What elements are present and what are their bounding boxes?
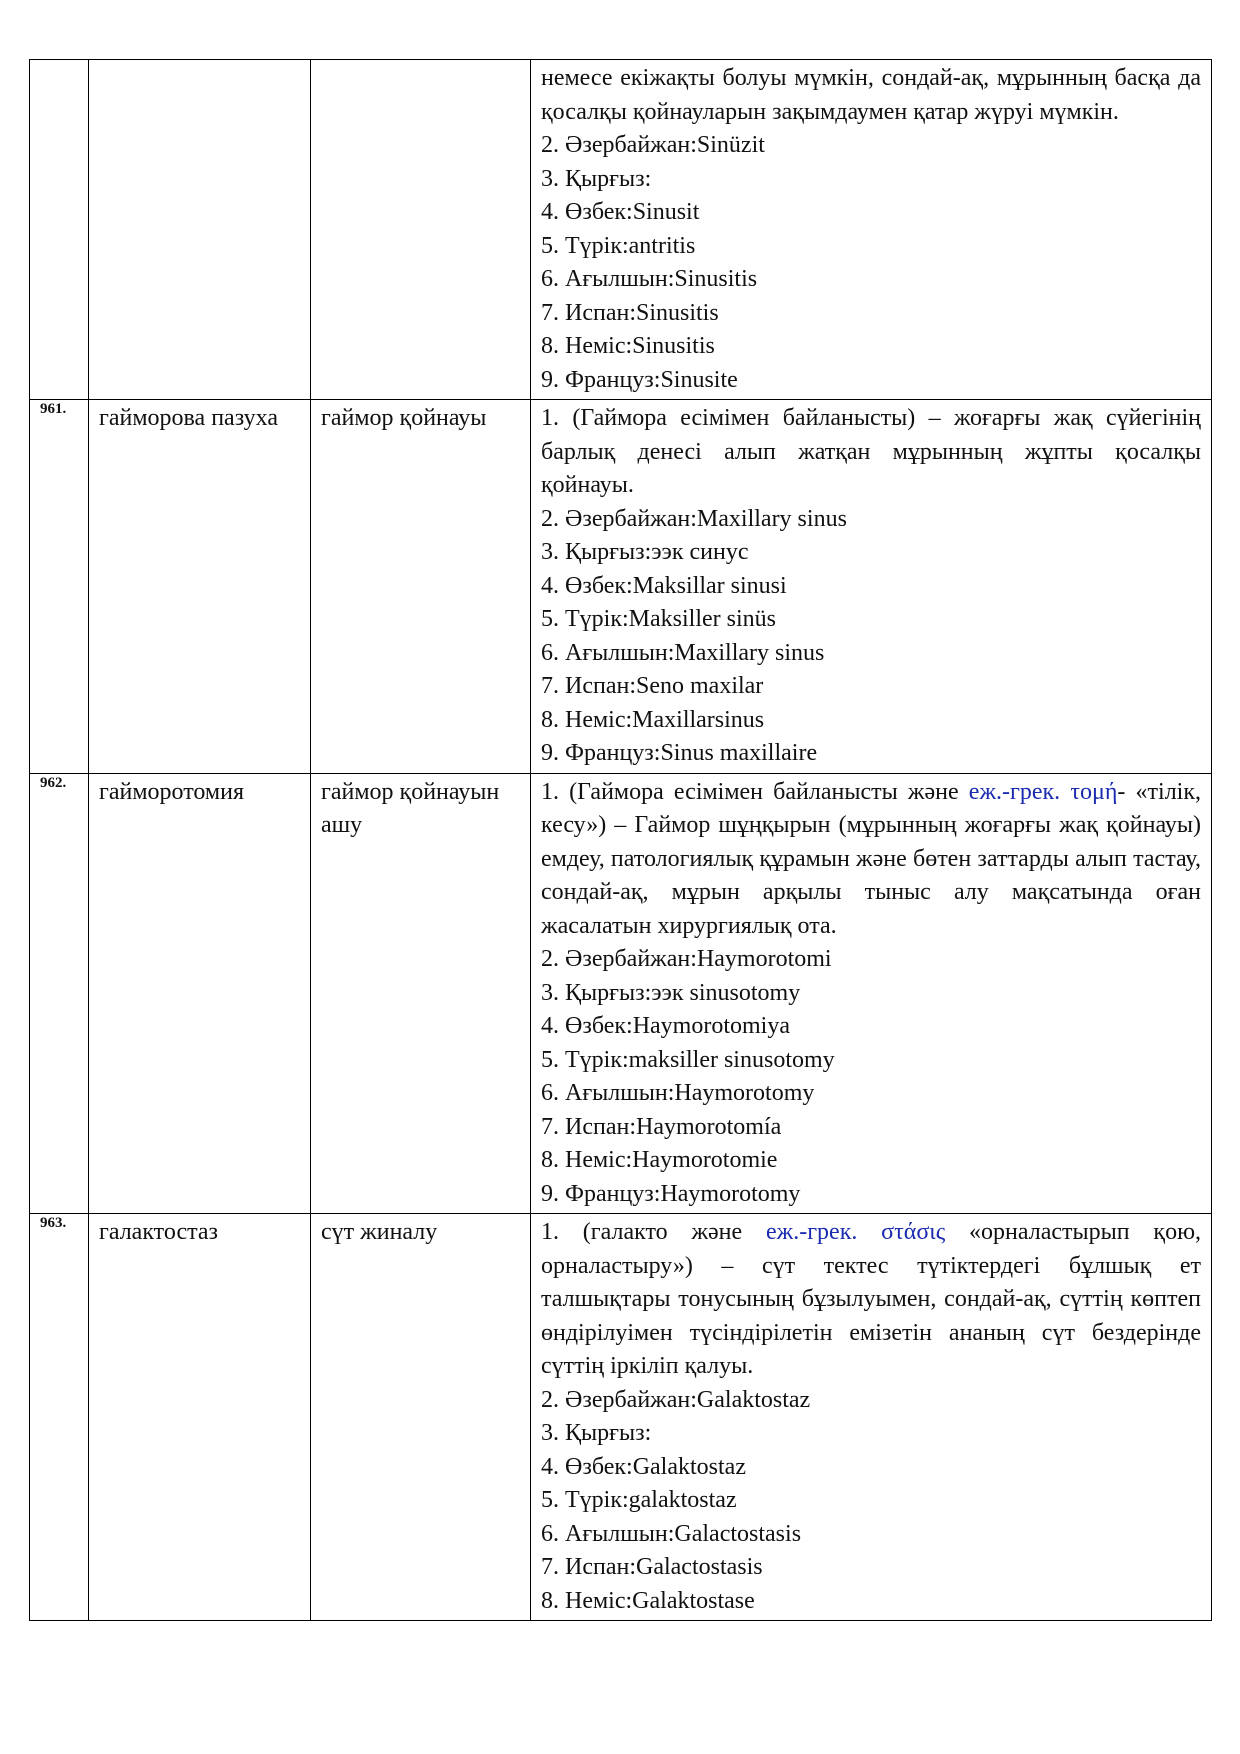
translation-line: 4. Өзбек:Galaktostaz (541, 1453, 746, 1480)
translation-line: 8. Неміс:Sinusitis (541, 333, 715, 359)
translation-line: 7. Испан:Galactostasis (541, 1554, 763, 1580)
table-row (30, 60, 1212, 400)
document-page (29, 59, 1211, 1621)
dictionary-table-body (30, 60, 1212, 1621)
translation-line: 3. Қырғыз: (541, 1420, 652, 1446)
kazakh-term: гаймор қойнауы (311, 400, 531, 774)
kazakh-term: сүт жиналу (311, 1214, 531, 1621)
translation-line: 8. Неміс:Maxillarsinus (541, 706, 765, 733)
translation-line: 3. Қырғыз:ээк sinusotomy (541, 979, 801, 1006)
translation-line: 4. Өзбек:Sinusit (541, 199, 700, 225)
russian-term (89, 60, 311, 400)
translation-line: 6. Ағылшын:Maxillary sinus (541, 639, 825, 666)
russian-term: галактостаз (89, 1214, 311, 1621)
definition-fragment: 1. (галакто және (541, 1219, 766, 1245)
translation-line: 7. Испан:Sinusitis (541, 299, 719, 326)
entry-number (30, 60, 89, 400)
entry-number: 962. (30, 773, 89, 1214)
definition-text (541, 62, 1201, 129)
translation-line: 9. Француз:Sinus maxillaire (541, 740, 818, 766)
translation-line: 6. Ағылшын:Galactostasis (541, 1520, 802, 1547)
translation-line: 2. Әзербайжан:Sinüzit (541, 132, 765, 158)
translation-line: 5. Түрік:Maksiller sinüs (541, 606, 776, 632)
translation-line: 4. Өзбек:Haymorotomiya (541, 1013, 790, 1039)
definition-cell (531, 1214, 1212, 1621)
table-row (30, 1214, 1212, 1621)
translation-line: 9. Француз:Haymorotomy (541, 1180, 801, 1207)
translation-line: 5. Түрік:maksiller sinusotomy (541, 1046, 835, 1073)
translation-line: 7. Испан:Seno maxilar (541, 673, 764, 699)
translation-line: 8. Неміс:Haymorotomie (541, 1147, 778, 1173)
translation-line: 4. Өзбек:Maksillar sinusi (541, 572, 787, 599)
definition-fragment: 1. (Гайморa есімімен байланысты) – жоғарғы жақ сүйегінің барлық денесі алып жатқан мұрынның жұпты қосалқы қойнауы. (541, 405, 1201, 498)
table-row (30, 773, 1212, 1214)
definition-text (541, 776, 1201, 944)
definition-fragment: 1. (Гайморa есімімен байланысты және (541, 778, 969, 805)
translation-line: 7. Испан:Haymorotomía (541, 1113, 782, 1140)
definition-fragment: «орналастырып қою, орналастыру») – сүт тектес түтіктердегі бұлшық ет талшықтары тонусының бұзылуымен, сондай-ақ, сүттің көптеп өндірілуімен түсіндірілетін емізетін ананың сүт бездерінде сүттің іркіліп қалуы. (541, 1219, 1201, 1379)
table-row (30, 400, 1212, 774)
etymology-source: еж.-грек. στάσις (765, 1219, 946, 1245)
definition-text (541, 1216, 1201, 1384)
definition-fragment: немесе екіжақты болуы мүмкін, сондай-ақ, мұрынның басқа да қосалқы қойнауларын зақымдаумен қатар жүруі мүмкін. (541, 65, 1201, 125)
translation-line: 9. Француз:Sinusite (541, 366, 738, 393)
entry-number: 961. (30, 400, 89, 774)
translation-line: 3. Қырғыз: (541, 165, 652, 192)
etymology-source: еж.-грек. τομή (968, 778, 1118, 805)
translation-line: 6. Ағылшын:Haymorotomy (541, 1080, 815, 1106)
dictionary-table (29, 59, 1212, 1621)
translation-line: 2. Әзербайжан:Maxillary sinus (541, 505, 847, 532)
translation-line: 5. Түрік:antritis (541, 232, 696, 259)
translation-line: 2. Әзербайжан:Haymorotomi (541, 946, 832, 972)
translation-line: 3. Қырғыз:ээк синус (541, 539, 749, 565)
translation-line: 8. Неміс:Galaktostase (541, 1587, 755, 1614)
definition-fragment: - «тілік, кесу») – Гаймор шұңқырын (мұрынның жоғарғы жақ қойнауы) емдеу, патологиялық құрамын және бөтен заттарды алып тастау, сондай-ақ, мұрын арқылы тыныс алу мақсатында оған жасалатын хирургиялық ота. (541, 778, 1202, 939)
definition-cell (531, 400, 1212, 774)
translation-line: 6. Ағылшын:Sinusitis (541, 266, 758, 292)
definition-text (541, 402, 1201, 503)
definition-cell (531, 773, 1212, 1214)
kazakh-term: гаймор қойнауын ашу (311, 773, 531, 1214)
russian-term: гайморова пазуха (89, 400, 311, 774)
definition-cell (531, 60, 1212, 400)
translation-line: 5. Түрік:galaktostaz (541, 1487, 737, 1513)
kazakh-term (311, 60, 531, 400)
translation-line: 2. Әзербайжан:Galaktostaz (541, 1386, 811, 1413)
entry-number: 963. (30, 1214, 89, 1621)
russian-term: гайморотомия (89, 773, 311, 1214)
